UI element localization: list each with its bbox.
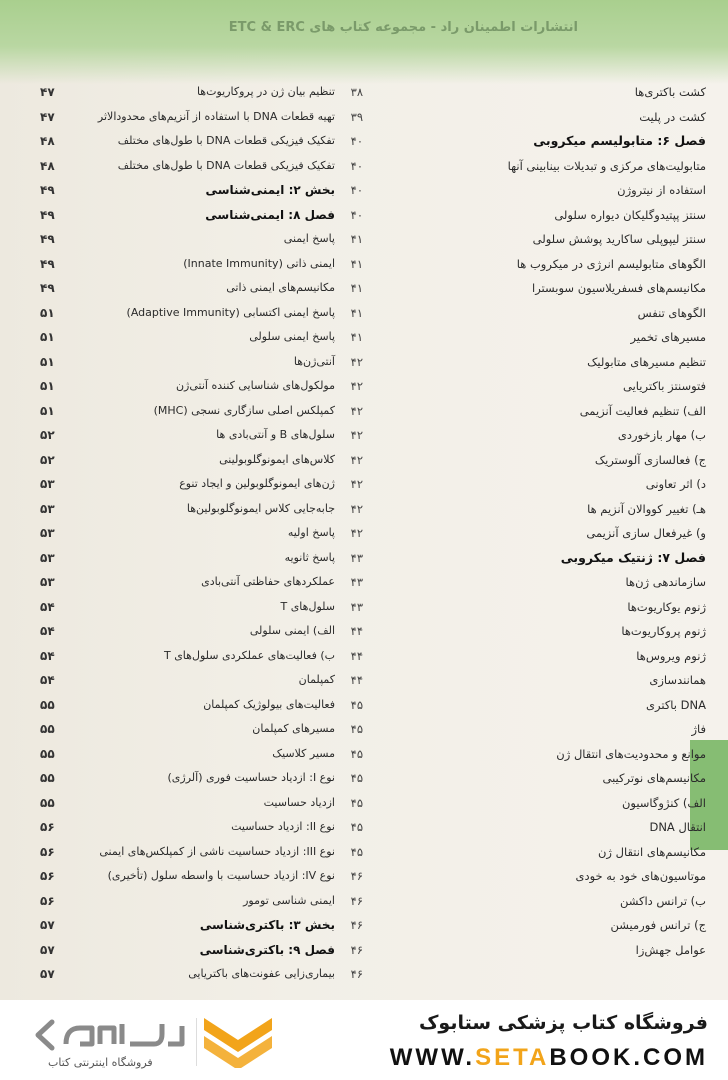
toc-entry xyxy=(40,154,380,179)
toc-entry-title: پاسخ ایمنی اکتسابی (Adaptive Immunity) xyxy=(126,305,335,319)
toc-entry-title: آنتی‌ژن‌ها xyxy=(293,354,335,368)
toc-entry xyxy=(40,962,380,987)
toc-entry-title: کمپلمان xyxy=(298,673,335,686)
url-accent: SETA xyxy=(475,1044,550,1071)
toc-entry-title: کشت در پلیت xyxy=(639,109,706,124)
toc-page-number-prev: ۴۳ xyxy=(350,575,363,589)
toc-entry xyxy=(340,252,706,277)
toc-entry-title: مسیرهای کمپلمان xyxy=(252,722,335,735)
toc-entry-title: الگوهای تنفس xyxy=(637,305,706,320)
header-band xyxy=(0,0,728,84)
toc-entry-title: پاسخ ایمنی سلولی xyxy=(249,330,335,343)
toc-page-number: ۵۱ xyxy=(40,354,55,369)
toc-page-number-prev: ۴۱ xyxy=(350,232,363,246)
toc-entry-title: کلاس‌های ایمونوگلوبولینی xyxy=(219,452,335,466)
publisher-header: انتشارات اطمینان راد - مجموعه کتاب های ETC & ERC xyxy=(228,20,578,35)
toc-chapter-heading xyxy=(40,938,380,963)
toc-entry xyxy=(340,791,706,816)
toc-entry xyxy=(340,619,706,644)
toc-entry xyxy=(40,497,380,522)
toc-left-column xyxy=(40,80,380,987)
toc-right-column xyxy=(340,80,706,962)
footer-divider xyxy=(196,1018,197,1066)
store-url[interactable] xyxy=(390,1044,708,1072)
toc-page-number-prev: ۴۲ xyxy=(350,379,363,393)
toc-entry-title: بخش ۳: باکتری‌شناسی xyxy=(199,918,335,932)
toc-entry-title: جابه‌جایی کلاس ایمونوگلوبولین‌ها xyxy=(186,501,335,515)
toc-entry-title: تفکیک فیزیکی قطعات DNA با طول‌های مختلف xyxy=(117,134,335,147)
toc-page-number: ۵۳ xyxy=(40,526,55,540)
toc-page-number: ۵۱ xyxy=(40,305,55,320)
toc-entry xyxy=(40,521,380,546)
toc-entry xyxy=(340,154,706,179)
toc-entry-title: پاسخ ثانویه xyxy=(284,550,335,564)
store-footer xyxy=(0,1000,728,1080)
toc-entry xyxy=(340,717,706,742)
toc-entry xyxy=(40,105,380,130)
toc-entry-title: فصل ۸: ایمنی‌شناسی xyxy=(205,207,335,222)
toc-page-number-prev: ۴۱ xyxy=(350,281,363,295)
toc-entry xyxy=(40,840,380,865)
url-suffix: BOOK.COM xyxy=(549,1044,708,1071)
toc-entry-title: مسیرهای تخمیر xyxy=(630,330,706,344)
toc-entry xyxy=(40,350,380,375)
toc-entry-title: فتوسنتز باکتریایی xyxy=(623,379,706,393)
toc-page-number: ۵۱ xyxy=(40,330,55,344)
toc-chapter-heading xyxy=(40,178,380,203)
toc-entry-title: سلول‌های T xyxy=(280,599,335,613)
toc-entry xyxy=(40,742,380,767)
toc-entry-title: بخش ۲: ایمنی‌شناسی xyxy=(205,183,335,197)
toc-entry xyxy=(340,105,706,130)
toc-page-number-prev: ۴۵ xyxy=(350,820,363,834)
toc-page-number: ۵۳ xyxy=(40,501,55,516)
toc-entry-title: همانندسازی xyxy=(649,673,706,687)
toc-page-number-prev: ۴۲ xyxy=(350,452,363,467)
toc-entry-title: پاسخ اولیه xyxy=(287,526,335,539)
toc-entry-title: انتقال DNA xyxy=(649,820,706,834)
toc-entry xyxy=(340,374,706,399)
toc-entry xyxy=(40,644,380,669)
toc-page-number-prev: ۴۲ xyxy=(350,403,363,418)
toc-page-number-prev: ۴۲ xyxy=(350,477,363,491)
toc-entry-title: موانع و محدودیت‌های انتقال ژن xyxy=(556,746,706,761)
toc-entry xyxy=(40,889,380,914)
toc-page-number-prev: ۴۱ xyxy=(350,330,363,344)
toc-entry xyxy=(40,864,380,889)
toc-page-number-prev: ۴۶ xyxy=(350,942,363,957)
toc-entry xyxy=(40,374,380,399)
toc-entry xyxy=(340,595,706,620)
toc-page-number-prev: ۴۳ xyxy=(350,550,363,565)
toc-entry-title: الف) کنژوگاسیون xyxy=(621,795,706,810)
toc-page-number: ۵۶ xyxy=(40,869,55,883)
toc-entry-title: بیماری‌زایی عفونت‌های باکتریایی xyxy=(188,967,335,980)
toc-entry xyxy=(340,815,706,840)
toc-entry-title: فصل ۹: باکتری‌شناسی xyxy=(199,942,335,957)
toc-entry xyxy=(340,766,706,791)
toc-entry xyxy=(40,693,380,718)
toc-page-number: ۵۵ xyxy=(40,746,55,761)
toc-entry xyxy=(340,80,706,105)
toc-entry-title: ب) فعالیت‌های عملکردی سلول‌های T xyxy=(163,648,335,662)
toc-entry xyxy=(40,766,380,791)
toc-page-number: ۴۸ xyxy=(40,158,55,173)
toc-entry-title: مولکول‌های شناسایی کننده آنتی‌ژن xyxy=(175,379,335,392)
toc-entry-title: الف) ایمنی سلولی xyxy=(249,624,335,637)
toc-entry xyxy=(40,570,380,595)
toc-entry-title: و) غیرفعال سازی آنزیمی xyxy=(586,526,706,540)
toc-entry-title: ژن‌های ایمونوگلوبولین و ایجاد تنوع xyxy=(179,477,335,490)
toc-page-number-prev: ۴۰ xyxy=(350,134,363,148)
toc-entry-title: ازدیاد حساسیت xyxy=(263,795,335,809)
toc-entry-title: مسیر کلاسیک xyxy=(272,746,335,760)
toc-page-number-prev: ۴۵ xyxy=(350,795,363,810)
toc-chapter-heading xyxy=(40,203,380,228)
toc-entry-title: ب) مهار بازخوردی xyxy=(617,428,706,442)
toc-entry xyxy=(340,423,706,448)
toc-page-number: ۵۱ xyxy=(40,379,55,393)
toc-entry-title: کمپلکس اصلی سازگاری نسجی (MHC) xyxy=(153,403,335,417)
toc-page-number: ۴۹ xyxy=(40,183,55,197)
toc-entry-title: د) اثر تعاونی xyxy=(645,477,706,491)
toc-page-number-prev: ۴۲ xyxy=(350,354,363,369)
toc-entry xyxy=(40,546,380,571)
toc-entry-title: موتاسیون‌های خود به خودی xyxy=(575,869,706,883)
toc-page-number-prev: ۴۲ xyxy=(350,501,363,516)
toc-page-number: ۴۹ xyxy=(40,232,55,246)
toc-entry-title: سنتز پپتیدوگلیکان دیواره سلولی xyxy=(554,207,706,222)
toc-entry-title: الگوهای متابولیسم انرژی در میکروب ها xyxy=(516,256,706,271)
toc-page-number: ۵۵ xyxy=(40,722,55,736)
toc-entry xyxy=(40,423,380,448)
toc-entry xyxy=(340,301,706,326)
toc-entry-title: نوع IV: ازدیاد حساسیت با واسطه سلول (تأخیری) xyxy=(107,869,335,882)
toc-page-number: ۴۸ xyxy=(40,134,55,148)
toc-page-number-prev: ۴۳ xyxy=(350,599,363,614)
toc-page-number-prev: ۴۵ xyxy=(350,722,363,736)
toc-entry-title: استفاده از نیتروژن xyxy=(617,183,706,197)
toc-entry xyxy=(340,570,706,595)
toc-entry xyxy=(340,521,706,546)
toc-entry xyxy=(40,325,380,350)
toc-page-number: ۵۴ xyxy=(40,624,55,638)
toc-entry xyxy=(340,399,706,424)
toc-entry-title: ب) ترانس داکشن xyxy=(619,893,706,908)
toc-entry xyxy=(40,448,380,473)
toc-entry xyxy=(340,472,706,497)
toc-page-number: ۵۲ xyxy=(40,452,55,467)
toc-entry-title: مکانیسم‌های نوترکیبی xyxy=(602,771,706,785)
toc-page-number-prev: ۳۹ xyxy=(350,109,363,124)
toc-page-number-prev: ۴۲ xyxy=(350,428,363,442)
toc-entry-title: مکانیسم‌های ایمنی ذاتی xyxy=(226,281,335,294)
toc-entry xyxy=(340,840,706,865)
toc-page-number: ۵۵ xyxy=(40,771,55,785)
toc-page-number-prev: ۴۶ xyxy=(350,893,363,908)
toc-page-number: ۵۴ xyxy=(40,673,55,687)
book-chevron-logo-icon xyxy=(198,1014,278,1068)
toc-page-number: ۵۴ xyxy=(40,648,55,663)
toc-entry xyxy=(40,227,380,252)
toc-entry xyxy=(340,889,706,914)
toc-entry xyxy=(40,129,380,154)
toc-entry-title: ژنوم یوکاریوت‌ها xyxy=(627,599,706,614)
toc-page-number: ۵۶ xyxy=(40,820,55,834)
toc-entry-title: تنظیم مسیرهای متابولیک xyxy=(587,354,706,369)
toc-page-number-prev: ۴۵ xyxy=(350,746,363,761)
toc-entry-title: عوامل جهش‌زا xyxy=(635,942,706,957)
toc-entry xyxy=(340,448,706,473)
toc-page-number-prev: ۴۰ xyxy=(350,207,363,222)
toc-entry xyxy=(340,693,706,718)
toc-entry-title: الف) تنظیم فعالیت آنزیمی xyxy=(579,403,706,418)
toc-entry xyxy=(40,472,380,497)
toc-page-number: ۵۳ xyxy=(40,550,55,565)
toc-page-number-prev: ۴۵ xyxy=(350,844,363,859)
toc-page-number-prev: ۴۴ xyxy=(350,673,363,687)
toc-entry xyxy=(340,203,706,228)
toc-entry xyxy=(340,497,706,522)
toc-page-number: ۵۵ xyxy=(40,697,55,712)
store-name: فروشگاه کتاب پزشکی ستابوک xyxy=(418,1012,708,1034)
toc-page-number: ۵۷ xyxy=(40,942,55,957)
toc-entry-title: تفکیک فیزیکی قطعات DNA با طول‌های مختلف xyxy=(117,158,335,172)
toc-page-number: ۴۷ xyxy=(40,109,55,124)
toc-page-number-prev: ۴۵ xyxy=(350,771,363,785)
toc-page-number: ۴۹ xyxy=(40,256,55,271)
toc-page-number: ۵۳ xyxy=(40,575,55,589)
toc-page-number-prev: ۴۱ xyxy=(350,256,363,271)
toc-entry-title: مکانیسم‌های فسفریلاسیون سوبسترا xyxy=(532,281,706,295)
toc-entry xyxy=(340,227,706,252)
toc-entry-title: تهیه قطعات DNA با استفاده از آنزیم‌های محدودالاثر xyxy=(97,109,335,123)
toc-page-number: ۵۳ xyxy=(40,477,55,491)
toc-entry-title: نوع I: ازدیاد حساسیت فوری (آلرژی) xyxy=(167,771,335,784)
toc-entry-title: سلول‌های B و آنتی‌بادی ها xyxy=(216,428,335,441)
toc-entry-title: هـ) تغییر کووالان آنزیم ها xyxy=(587,501,706,516)
toc-entry-title: فاژ xyxy=(691,722,706,736)
toc-entry-title: ژنوم ویروس‌ها xyxy=(636,648,706,663)
toc-entry-title: عملکردهای حفاظتی آنتی‌بادی xyxy=(201,575,335,588)
toc-entry-title: مکانیسم‌های انتقال ژن xyxy=(597,844,706,859)
toc-chapter-heading xyxy=(340,546,706,571)
toc-page-number: ۵۴ xyxy=(40,599,55,614)
toc-page-number: ۴۹ xyxy=(40,281,55,295)
toc-entry xyxy=(40,276,380,301)
toc-page-number-prev: ۴۴ xyxy=(350,648,363,663)
toc-entry xyxy=(340,350,706,375)
toc-page-number: ۴۷ xyxy=(40,85,55,99)
logo-tagline: فروشگاه اینترنتی کتاب xyxy=(48,1056,153,1069)
toc-page-number: ۴۹ xyxy=(40,207,55,222)
toc-entry xyxy=(40,717,380,742)
toc-chapter-heading xyxy=(340,129,706,154)
toc-entry-title: ج) فعالسازی آلوستریک xyxy=(594,452,706,467)
toc-entry-title: نوع III: ازدیاد حساسیت ناشی از کمپلکس‌های ایمنی xyxy=(99,844,335,858)
toc-entry-title: نوع II: ازدیاد حساسیت xyxy=(231,820,335,833)
toc-entry-title: تنظیم بیان ژن در پروکاریوت‌ها xyxy=(196,85,335,98)
toc-entry-title: فصل ۶: متابولیسم میکروبی xyxy=(533,133,706,148)
toc-page-number: ۵۲ xyxy=(40,428,55,442)
toc-page-number-prev: ۴۶ xyxy=(350,869,363,883)
toc-page-number-prev: ۳۸ xyxy=(350,85,363,99)
toc-chapter-heading xyxy=(40,913,380,938)
toc-entry xyxy=(40,301,380,326)
toc-entry-title: ج) ترانس فورمیشن xyxy=(610,918,706,932)
toc-entry xyxy=(40,815,380,840)
toc-entry-title: فعالیت‌های بیولوژیک کمپلمان xyxy=(203,697,335,711)
toc-entry xyxy=(340,644,706,669)
toc-page-number-prev: ۴۱ xyxy=(350,305,363,320)
toc-page-number: ۵۷ xyxy=(40,967,55,981)
toc-page-number-prev: ۴۶ xyxy=(350,918,363,932)
toc-entry-title: DNA باکتری xyxy=(646,697,706,712)
toc-entry xyxy=(40,791,380,816)
toc-entry-title: ایمنی شناسی تومور xyxy=(243,893,335,907)
toc-page-number-prev: ۴۵ xyxy=(350,697,363,712)
toc-entry xyxy=(40,595,380,620)
toc-entry xyxy=(340,913,706,938)
toc-page-number: ۵۶ xyxy=(40,844,55,859)
toc-entry xyxy=(340,938,706,963)
toc-entry-title: متابولیت‌های مرکزی و تبدیلات بینابینی آنها xyxy=(507,158,706,173)
toc-page-number: ۵۵ xyxy=(40,795,55,810)
toc-page-number-prev: ۴۲ xyxy=(350,526,363,540)
toc-page-number-prev: ۴۶ xyxy=(350,967,363,981)
toc-entry xyxy=(340,276,706,301)
url-prefix: WWW. xyxy=(389,1044,476,1071)
toc-entry-title: ژنوم پروکاریوت‌ها xyxy=(621,624,706,638)
toc-entry-title: سازماندهی ژن‌ها xyxy=(625,575,706,589)
toc-entry xyxy=(40,399,380,424)
toc-entry xyxy=(340,742,706,767)
toc-entry-title: کشت باکتری‌ها xyxy=(634,85,706,99)
toc-page-number-prev: ۴۴ xyxy=(350,624,363,638)
toc-entry xyxy=(340,668,706,693)
toc-entry-title: فصل ۷: ژنتیک میکروبی xyxy=(560,549,706,565)
toc-entry-title: ایمنی ذاتی (Innate Immunity) xyxy=(183,256,335,270)
toc-page-number: ۵۷ xyxy=(40,918,55,932)
toc-entry xyxy=(40,619,380,644)
toc-entry-title: پاسخ ایمنی xyxy=(283,232,335,245)
toc-entry xyxy=(40,252,380,277)
toc-entry-title: سنتز لیپوپلی ساکارید پوشش سلولی xyxy=(532,232,706,246)
toc-entry xyxy=(340,864,706,889)
toc-page-number: ۵۶ xyxy=(40,893,55,908)
toc-page-number-prev: ۴۰ xyxy=(350,158,363,173)
toc-page-number-prev: ۴۰ xyxy=(350,183,363,197)
toc-entry xyxy=(340,325,706,350)
toc-entry xyxy=(40,80,380,105)
setabook-logo-wordmark xyxy=(30,1016,190,1054)
toc-entry xyxy=(340,178,706,203)
toc-entry xyxy=(40,668,380,693)
toc-page-number: ۵۱ xyxy=(40,403,55,418)
